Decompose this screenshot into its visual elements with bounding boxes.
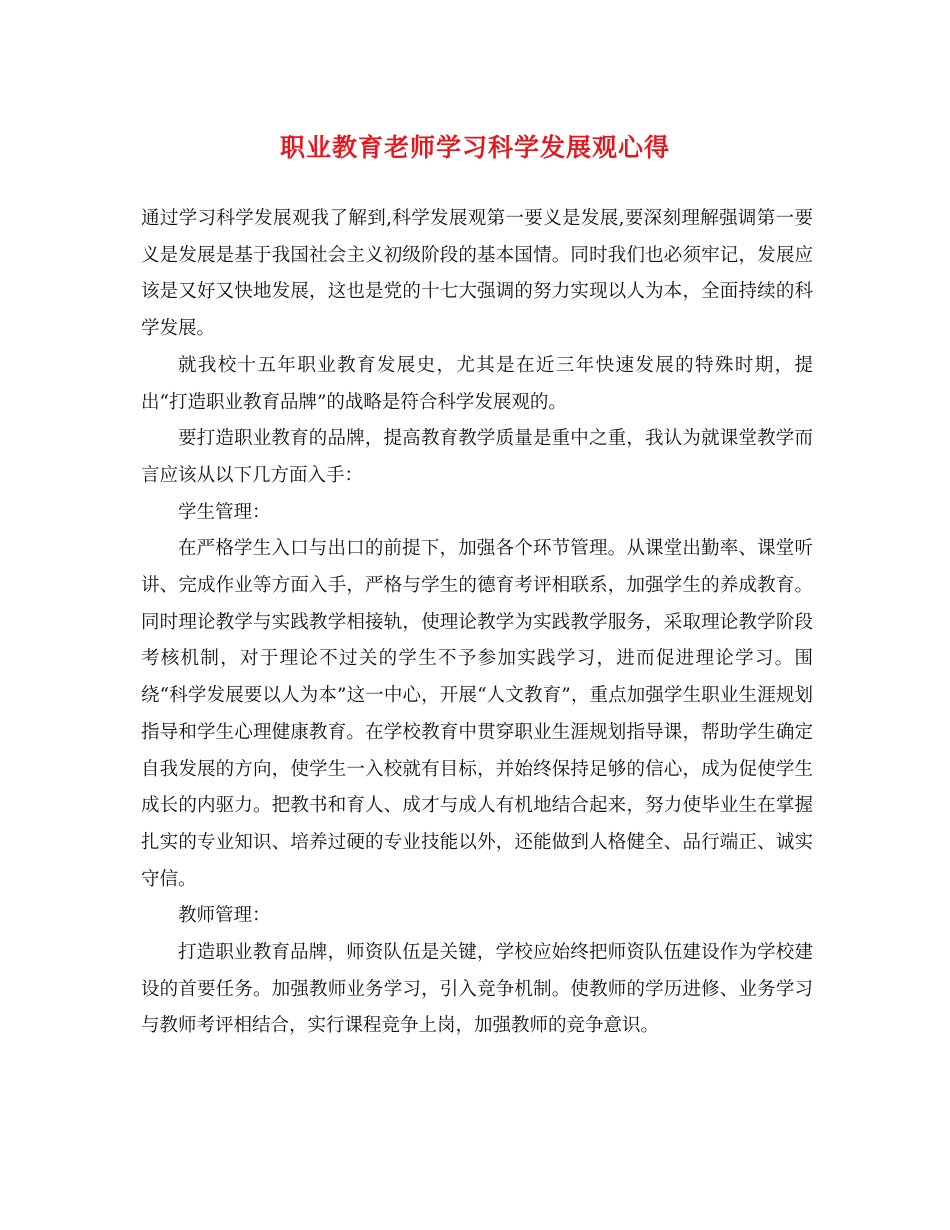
section-heading-student-management: 学生管理： <box>178 501 271 523</box>
paragraph-teacher-management: 打造职业教育品牌，师资队伍是关键，学校应始终把师资队伍建设作为学校建设的首要任务。加强教师业务学习，引入竞争机制。使教师的学历进修、业务学习与教师考评相结合，实行课程竞争上岗，加强教师的竞争意识。 <box>141 942 813 1037</box>
document-title: 职业教育老师学习科学发展观心得 <box>279 133 670 162</box>
paragraph-teaching-quality: 要打造职业教育的品牌，提高教育教学质量是重中之重，我认为就课堂教学而言应该从以下几方面入手： <box>141 428 813 486</box>
document-body <box>141 201 813 1045</box>
section-heading-teacher-management: 教师管理： <box>178 905 271 927</box>
paragraph-intro: 通过学习科学发展观我了解到,科学发展观第一要义是发展,要深刻理解强调第一要义是发展是基于我国社会主义初级阶段的基本国情。同时我们也必须牢记，发展应该是又好又快地发展，这也是党的十七大强调的努力实现以人为本，全面持续的科学发展。 <box>141 208 813 340</box>
paragraph-student-management: 在严格学生入口与出口的前提下，加强各个环节管理。从课堂出勤率、课堂听讲、完成作业等方面入手，严格与学生的德育考评相联系，加强学生的养成教育。同时理论教学与实践教学相接轨，使理论教学为实践教学服务，采取理论教学阶段考核机制，对于理论不过关的学生不予参加实践学习，进而促进理论学习。围绕“科学发展要以人为本”这一中心，开展“人文教育”，重点加强学生职业生涯规划指导和学生心理健康教育。在学校教育中贯穿职业生涯规划指导课，帮助学生确定自我发展的方向，使学生一入校就有目标，并始终保持足够的信心，成为促使学生成长的内驱力。把教书和育人、成才与成人有机地结合起来，努力使毕业生在掌握扎实的专业知识、培养过硬的专业技能以外，还能做到人格健全、品行端正、诚实守信。 <box>141 538 813 890</box>
paragraph-school-history: 就我校十五年职业教育发展史，尤其是在近三年快速发展的特殊时期，提出“打造职业教育品牌”的战略是符合科学发展观的。 <box>141 354 813 413</box>
